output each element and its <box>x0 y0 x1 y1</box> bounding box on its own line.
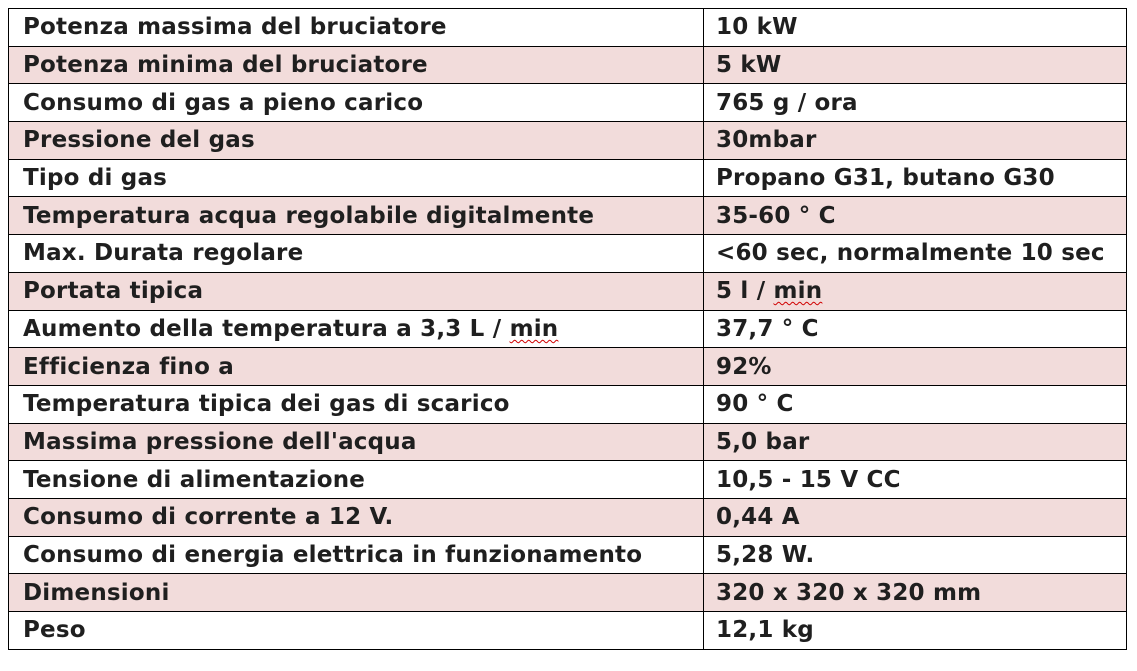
spec-label: Tensione di alimentazione <box>9 461 704 499</box>
spec-label: Portata tipica <box>9 272 704 310</box>
table-row <box>9 385 1127 423</box>
spec-value: 92% <box>704 348 1127 386</box>
spec-value: 5,0 bar <box>704 423 1127 461</box>
table-row <box>9 46 1127 84</box>
spec-label: Efficienza fino a <box>9 348 704 386</box>
table-row <box>9 348 1127 386</box>
spec-table <box>8 8 1127 650</box>
spec-value: 0,44 A <box>704 498 1127 536</box>
table-row <box>9 498 1127 536</box>
spec-label: Dimensioni <box>9 574 704 612</box>
spec-label: Tipo di gas <box>9 159 704 197</box>
spec-value: 5 l / min <box>704 272 1127 310</box>
table-row <box>9 235 1127 273</box>
spec-label: Potenza massima del bruciatore <box>9 9 704 47</box>
spec-value: 35-60 ° C <box>704 197 1127 235</box>
table-row <box>9 612 1127 650</box>
spec-value: 765 g / ora <box>704 84 1127 122</box>
spec-value: 5,28 W. <box>704 536 1127 574</box>
spec-value: 5 kW <box>704 46 1127 84</box>
spec-value: 90 ° C <box>704 385 1127 423</box>
spec-label: Consumo di corrente a 12 V. <box>9 498 704 536</box>
table-row <box>9 536 1127 574</box>
spec-value: 320 x 320 x 320 mm <box>704 574 1127 612</box>
table-row <box>9 423 1127 461</box>
table-row <box>9 272 1127 310</box>
spec-label: Consumo di gas a pieno carico <box>9 84 704 122</box>
table-row <box>9 9 1127 47</box>
spec-label: Pressione del gas <box>9 122 704 160</box>
table-row <box>9 310 1127 348</box>
spec-value: 30mbar <box>704 122 1127 160</box>
spec-label: Temperatura acqua regolabile digitalmente <box>9 197 704 235</box>
table-row <box>9 122 1127 160</box>
spec-value: 12,1 kg <box>704 612 1127 650</box>
spec-label: Consumo di energia elettrica in funzionamento <box>9 536 704 574</box>
spec-value: <60 sec, normalmente 10 sec <box>704 235 1127 273</box>
table-row <box>9 461 1127 499</box>
spec-label: Temperatura tipica dei gas di scarico <box>9 385 704 423</box>
spellcheck-mark: min <box>509 315 559 342</box>
spec-value: 10 kW <box>704 9 1127 47</box>
spec-label: Massima pressione dell'acqua <box>9 423 704 461</box>
table-row <box>9 84 1127 122</box>
table-row <box>9 159 1127 197</box>
spec-label: Aumento della temperatura a 3,3 L / min <box>9 310 704 348</box>
spellcheck-mark: min <box>773 278 823 305</box>
table-row <box>9 574 1127 612</box>
spec-value: 10,5 - 15 V CC <box>704 461 1127 499</box>
spec-value: Propano G31, butano G30 <box>704 159 1127 197</box>
table-row <box>9 197 1127 235</box>
spec-label: Max. Durata regolare <box>9 235 704 273</box>
spec-value: 37,7 ° C <box>704 310 1127 348</box>
spec-label: Peso <box>9 612 704 650</box>
spec-label: Potenza minima del bruciatore <box>9 46 704 84</box>
spec-table-body <box>9 9 1127 650</box>
